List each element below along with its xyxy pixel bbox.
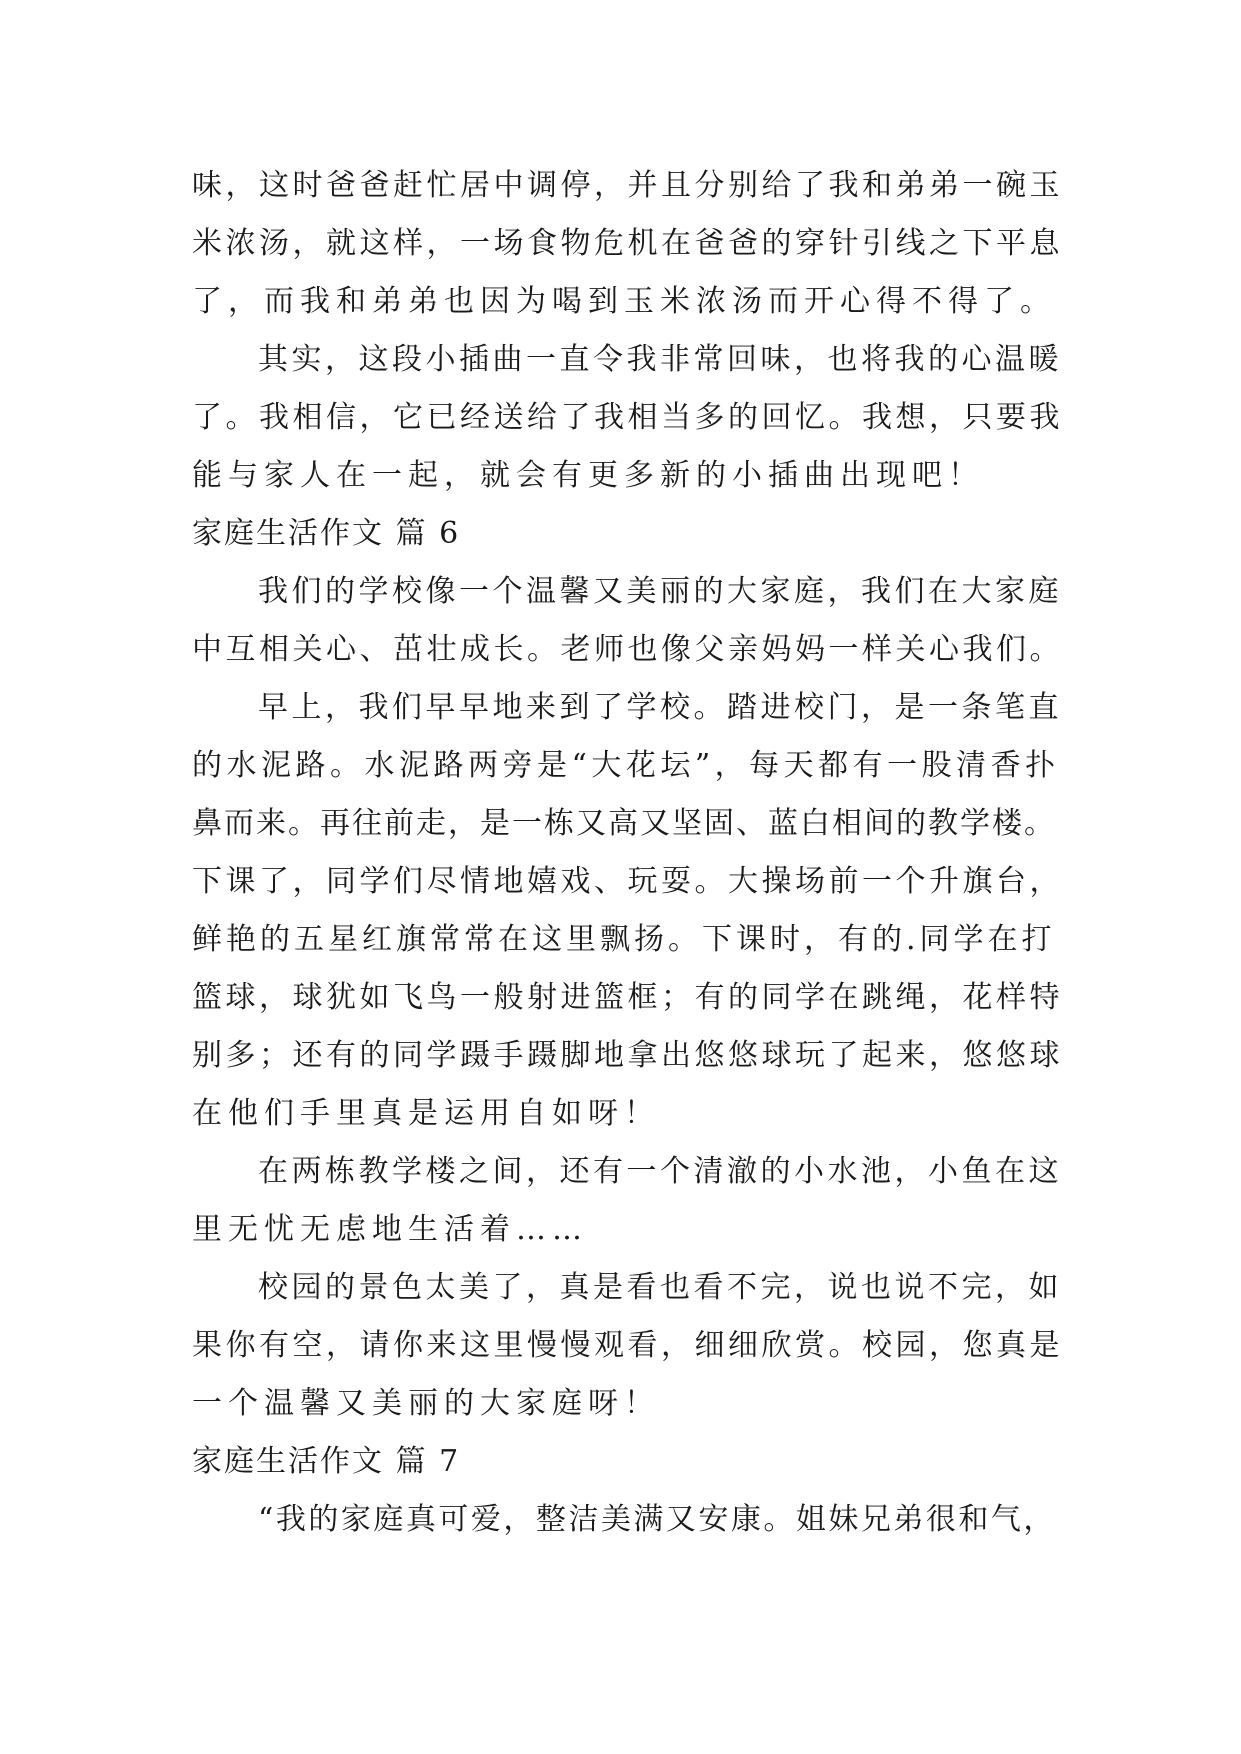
paragraph-line: 了，而我和弟弟也因为喝到玉米浓汤而开心得不得了。	[192, 284, 1056, 319]
paragraph-line: 了。我相信，它已经送给了我相当多的回忆。我想，只要我	[192, 400, 1063, 435]
paragraph-line: “我的家庭真可爱，整洁美满又安康。姐妹兄弟很和气，	[258, 1502, 1056, 1537]
paragraph-line: 在两栋教学楼之间，还有一个清澈的小水池，小鱼在这	[258, 1154, 1062, 1189]
paragraph-line: 鼻而来。再往前走，是一栋又高又坚固、蓝白相间的教学楼。	[192, 806, 1056, 841]
paragraph-line: 中互相关心、茁壮成长。老师也像父亲妈妈一样关心我们。	[192, 632, 1063, 667]
paragraph-line: 别多；还有的同学蹑手蹑脚地拿出悠悠球玩了起来，悠悠球	[192, 1038, 1063, 1073]
paragraph-line: 校园的景色太美了，真是看也看不完，说也说不完，如	[258, 1270, 1062, 1305]
paragraph-line: 我们的学校像一个温馨又美丽的大家庭，我们在大家庭	[258, 574, 1062, 609]
paragraph-line: 鲜艳的五星红旗常常在这里飘扬。下课时，有的.同学在打	[192, 922, 1056, 957]
section-heading: 家庭生活作文 篇 6	[192, 516, 461, 551]
paragraph-line: 能与家人在一起，就会有更多新的小插曲出现吧！	[192, 458, 984, 493]
section-heading: 家庭生活作文 篇 7	[192, 1444, 461, 1479]
paragraph-line: 一个温馨又美丽的大家庭呀！	[192, 1386, 660, 1421]
paragraph-line: 其实，这段小插曲一直令我非常回味，也将我的心温暖	[258, 342, 1062, 377]
paragraph-line: 在他们手里真是运用自如呀！	[192, 1096, 660, 1131]
paragraph-line: 篮球，球犹如飞鸟一般射进篮框；有的同学在跳绳，花样特	[192, 980, 1063, 1015]
paragraph-line: 早上，我们早早地来到了学校。踏进校门，是一条笔直	[258, 690, 1062, 725]
paragraph-line: 味，这时爸爸赶忙居中调停，并且分别给了我和弟弟一碗玉	[192, 168, 1063, 203]
paragraph-line: 里无忧无虑地生活着……	[192, 1212, 588, 1247]
paragraph-line: 下课了，同学们尽情地嬉戏、玩耍。大操场前一个升旗台，	[192, 864, 1063, 899]
paragraph-line: 米浓汤，就这样，一场食物危机在爸爸的穿针引线之下平息	[192, 226, 1063, 261]
paragraph-line: 的水泥路。水泥路两旁是“大花坛”，每天都有一股清香扑	[192, 748, 1060, 783]
paragraph-line: 果你有空，请你来这里慢慢观看，细细欣赏。校园，您真是	[192, 1328, 1063, 1363]
